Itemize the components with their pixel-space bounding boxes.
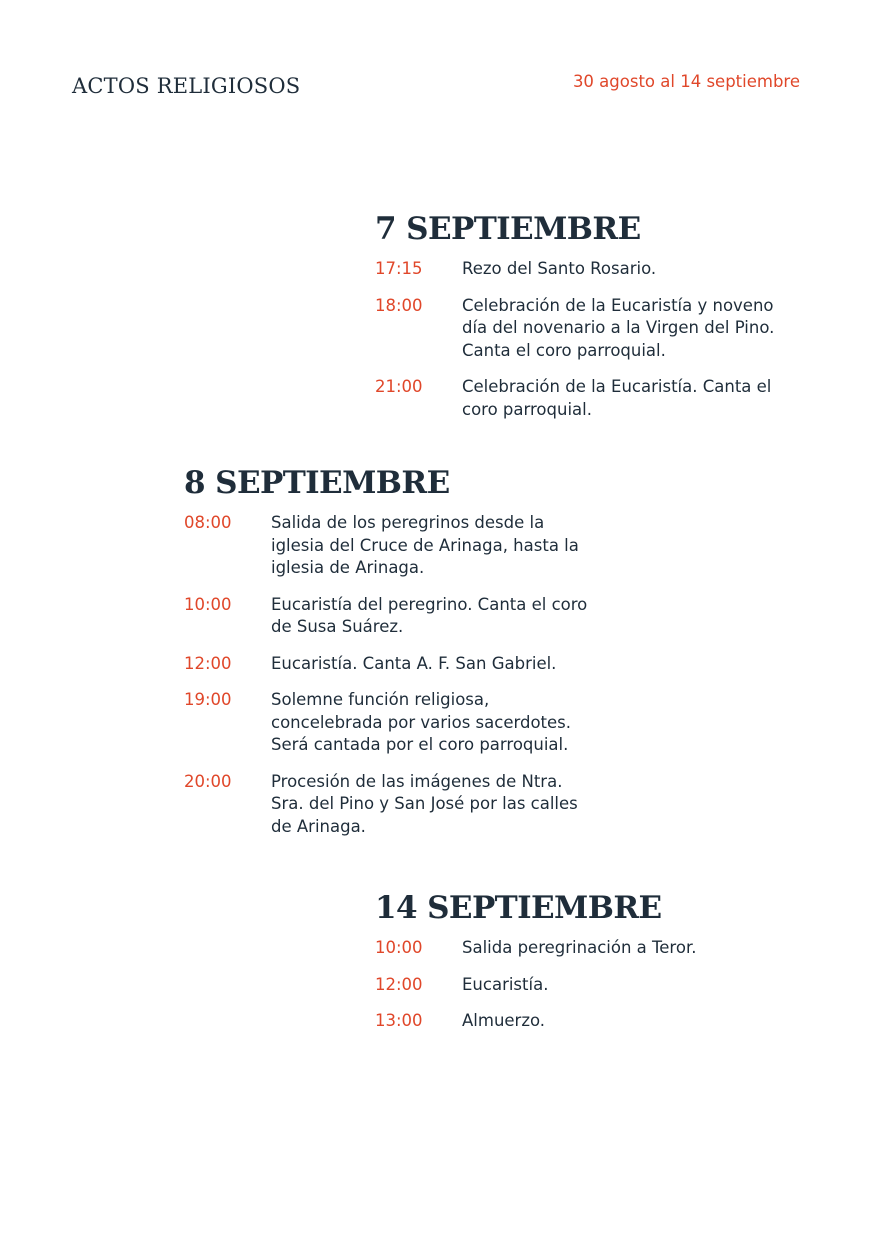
event-description: Celebración de la Eucaristía. Canta el coro parroquial. xyxy=(462,377,772,419)
event-item xyxy=(375,258,782,281)
event-item xyxy=(184,771,591,839)
event-time: 21:00 xyxy=(375,377,423,396)
event-description: Eucaristía. Canta A. F. San Gabriel. xyxy=(271,653,557,673)
event-time: 10:00 xyxy=(184,594,232,614)
event-description: Celebración de la Eucaristía y noveno día del novenario a la Virgen del Pino. Canta el coro parroquial. xyxy=(462,295,775,360)
event-time: 12:00 xyxy=(375,974,423,994)
day-section-14-septiembre xyxy=(375,889,782,1047)
event-item xyxy=(375,1010,782,1033)
event-time: 17:15 xyxy=(375,259,423,278)
day-section-8-septiembre xyxy=(184,464,591,852)
event-time: 08:00 xyxy=(184,513,232,532)
event-description: Eucaristía. xyxy=(462,974,549,994)
event-item xyxy=(184,653,591,676)
event-item xyxy=(184,689,591,757)
event-time: 13:00 xyxy=(375,1011,423,1030)
event-item xyxy=(375,937,782,960)
day-heading: 8 SEPTIEMBRE xyxy=(184,465,450,501)
event-description: Rezo del Santo Rosario. xyxy=(462,259,657,278)
date-range: 30 agosto al 14 septiembre xyxy=(572,72,800,91)
event-description: Procesión de las imágenes de Ntra. Sra. del Pino y San José por las calles de Arinaga. xyxy=(271,771,578,836)
event-item xyxy=(184,594,591,639)
event-time: 19:00 xyxy=(184,690,232,709)
event-description: Salida de los peregrinos desde la iglesia del Cruce de Arinaga, hasta la iglesia de Arinaga. xyxy=(271,513,579,577)
page-title: ACTOS RELIGIOSOS xyxy=(72,74,301,98)
event-time: 18:00 xyxy=(375,295,423,315)
day-section-7-septiembre xyxy=(375,210,782,435)
event-item xyxy=(184,512,591,580)
event-description: Eucaristía del peregrino. Canta el coro de Susa Suárez. xyxy=(271,594,588,636)
event-description: Almuerzo. xyxy=(462,1011,546,1030)
day-heading: 14 SEPTIEMBRE xyxy=(375,890,662,926)
event-time: 12:00 xyxy=(184,653,232,673)
event-time: 10:00 xyxy=(375,938,423,957)
event-item xyxy=(375,376,782,421)
day-heading: 7 SEPTIEMBRE xyxy=(375,211,641,247)
event-description: Salida peregrinación a Teror. xyxy=(462,938,697,957)
event-item xyxy=(375,974,782,997)
event-item xyxy=(375,295,782,363)
event-time: 20:00 xyxy=(184,771,232,791)
event-description: Solemne función religiosa, concelebrada por varios sacerdotes. Será cantada por el coro parroquial. xyxy=(271,690,572,754)
